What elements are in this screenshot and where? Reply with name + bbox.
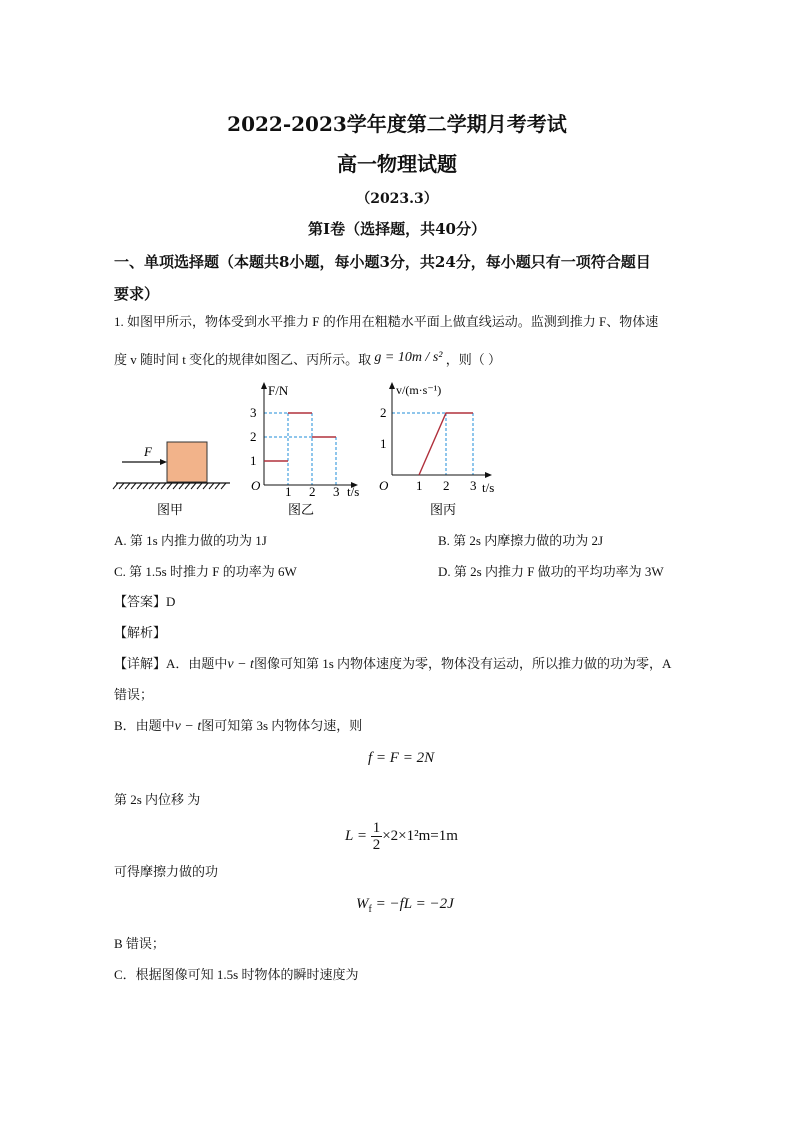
eq2-numerator: 1 (372, 820, 381, 836)
hatch-mark (149, 483, 154, 489)
option-d: D. 第 2s 内推力 F 做功的平均功率为 3W (438, 564, 664, 579)
block (167, 442, 207, 482)
option-b: B. 第 2s 内摩擦力做的功为 2J (438, 533, 604, 548)
bing-x-tick: 2 (443, 478, 450, 493)
equation-displacement (345, 820, 458, 853)
eq3-w: W (356, 896, 369, 912)
figure-jia (112, 432, 236, 522)
yi-origin: O (251, 478, 261, 493)
vt-symbol: v − t (227, 657, 254, 672)
exam-subtitle: 高一物理试题 (337, 152, 457, 176)
volume-heading: 第Ⅰ卷（选择题，共40分） (308, 220, 486, 238)
section-heading (114, 246, 704, 310)
bing-y-tick: 2 (380, 405, 387, 420)
analysis-label: 【解析】 (114, 625, 167, 640)
hatch-mark (221, 483, 226, 489)
bing-x-arrowhead (485, 472, 492, 478)
question-1-line2 (114, 350, 714, 371)
section-heading-line2: 要求） (114, 285, 160, 303)
yi-x-tick: 2 (309, 484, 316, 499)
figure-yi (244, 380, 369, 522)
hatch-mark (119, 483, 124, 489)
equation-work (356, 896, 454, 915)
option-c: C. 第 1.5s 时推力 F 的功率为 6W (114, 564, 297, 579)
hatch-mark (125, 483, 130, 489)
yi-x-tick: 1 (285, 484, 292, 499)
hatch-mark (173, 483, 178, 489)
force-label: F (144, 444, 152, 459)
eq2-right: ×2×1²m=1m (382, 827, 458, 844)
detail-b-line1 (114, 716, 714, 737)
yi-y-label: F/N (268, 383, 289, 398)
hatch-mark (209, 483, 214, 489)
force-arrowhead (160, 459, 167, 465)
hatch-mark (113, 483, 118, 489)
yi-y-tick: 2 (250, 429, 257, 444)
figure-bing-caption: 图丙 (430, 502, 457, 517)
equation-friction: f = F = 2N (368, 750, 435, 766)
figure-bing (378, 380, 506, 522)
hatch-mark (215, 483, 220, 489)
bing-x-tick: 1 (416, 478, 423, 493)
hatch-mark (143, 483, 148, 489)
hatch-mark (191, 483, 196, 489)
yi-dashed-guides (264, 413, 336, 485)
bing-y-tick: 1 (380, 436, 387, 451)
hatch-mark (137, 483, 142, 489)
bing-tick-labels (380, 405, 477, 493)
hatch-mark (203, 483, 208, 489)
bing-y-label: v/(m·s⁻¹) (396, 383, 442, 397)
ground-hatching (113, 483, 226, 489)
vt-symbol-b: v − t (174, 719, 202, 734)
hatch-mark (179, 483, 184, 489)
section-heading-line1: 一、单项选择题（本题共8小题，每小题3分，共24分，每小题只有一项符合题目 (114, 253, 651, 271)
yi-y-tick: 3 (250, 405, 257, 420)
answer-label: 【答案】D (114, 594, 176, 609)
detail-c-line: C．根据图像可知 1.5s 时物体的瞬时速度为 (114, 967, 359, 982)
question-1-line1: 1. 如图甲所示，物体受到水平推力 F 的作用在粗糙水平面上做直线运动。监测到推力 F、物体速 (114, 314, 659, 329)
figure-jia-caption: 图甲 (157, 502, 184, 517)
eq2-fraction (371, 820, 383, 853)
eq2-left: L = (345, 827, 367, 844)
question-1-line2-b: ，则（ ） (445, 352, 501, 367)
detail-a-line1 (114, 654, 714, 675)
yi-y-tick: 1 (250, 453, 257, 468)
detail-a-line2: 错误； (114, 687, 154, 702)
b-wrong: B 错误； (114, 936, 165, 951)
bing-origin: O (379, 478, 389, 493)
exam-title: 2022-2023学年度第二学期月考考试 (227, 112, 567, 136)
gravity-value: g = 10m / s² (374, 350, 443, 365)
hatch-mark (155, 483, 160, 489)
hatch-mark (131, 483, 136, 489)
bing-x-label: t/s (482, 480, 495, 495)
detail-a-prefix: 【详解】A．由题中 (114, 656, 228, 671)
yi-x-label: t/s (347, 484, 360, 499)
yi-x-tick: 3 (333, 484, 340, 499)
displacement-label: 第 2s 内位移 为 (114, 792, 201, 807)
hatch-mark (161, 483, 166, 489)
option-a: A. 第 1s 内推力做的功为 1J (114, 533, 267, 548)
eq2-denominator: 2 (372, 837, 381, 853)
hatch-mark (167, 483, 172, 489)
detail-a-text: 图像可知第 1s 内物体速度为零，物体没有运动，所以推力做的功为零，A (253, 656, 672, 671)
question-1-line2-a: 度 v 随时间 t 变化的规律如图乙、丙所示。取 (114, 352, 372, 367)
detail-b-text: 图可知第 3s 内物体匀速，则 (201, 718, 363, 733)
hatch-mark (185, 483, 190, 489)
hatch-mark (197, 483, 202, 489)
eq3-subscript: f (368, 904, 372, 915)
exam-date: （2023.3） (356, 191, 438, 207)
bing-x-tick: 3 (470, 478, 477, 493)
detail-b-prefix: B．由题中 (114, 718, 175, 733)
bing-y-arrowhead (389, 382, 395, 389)
friction-work-label: 可得摩擦力做的功 (114, 864, 219, 879)
eq3-right: = −fL = −2J (371, 896, 454, 912)
figure-yi-caption: 图乙 (288, 502, 315, 517)
yi-y-arrowhead (261, 382, 267, 389)
